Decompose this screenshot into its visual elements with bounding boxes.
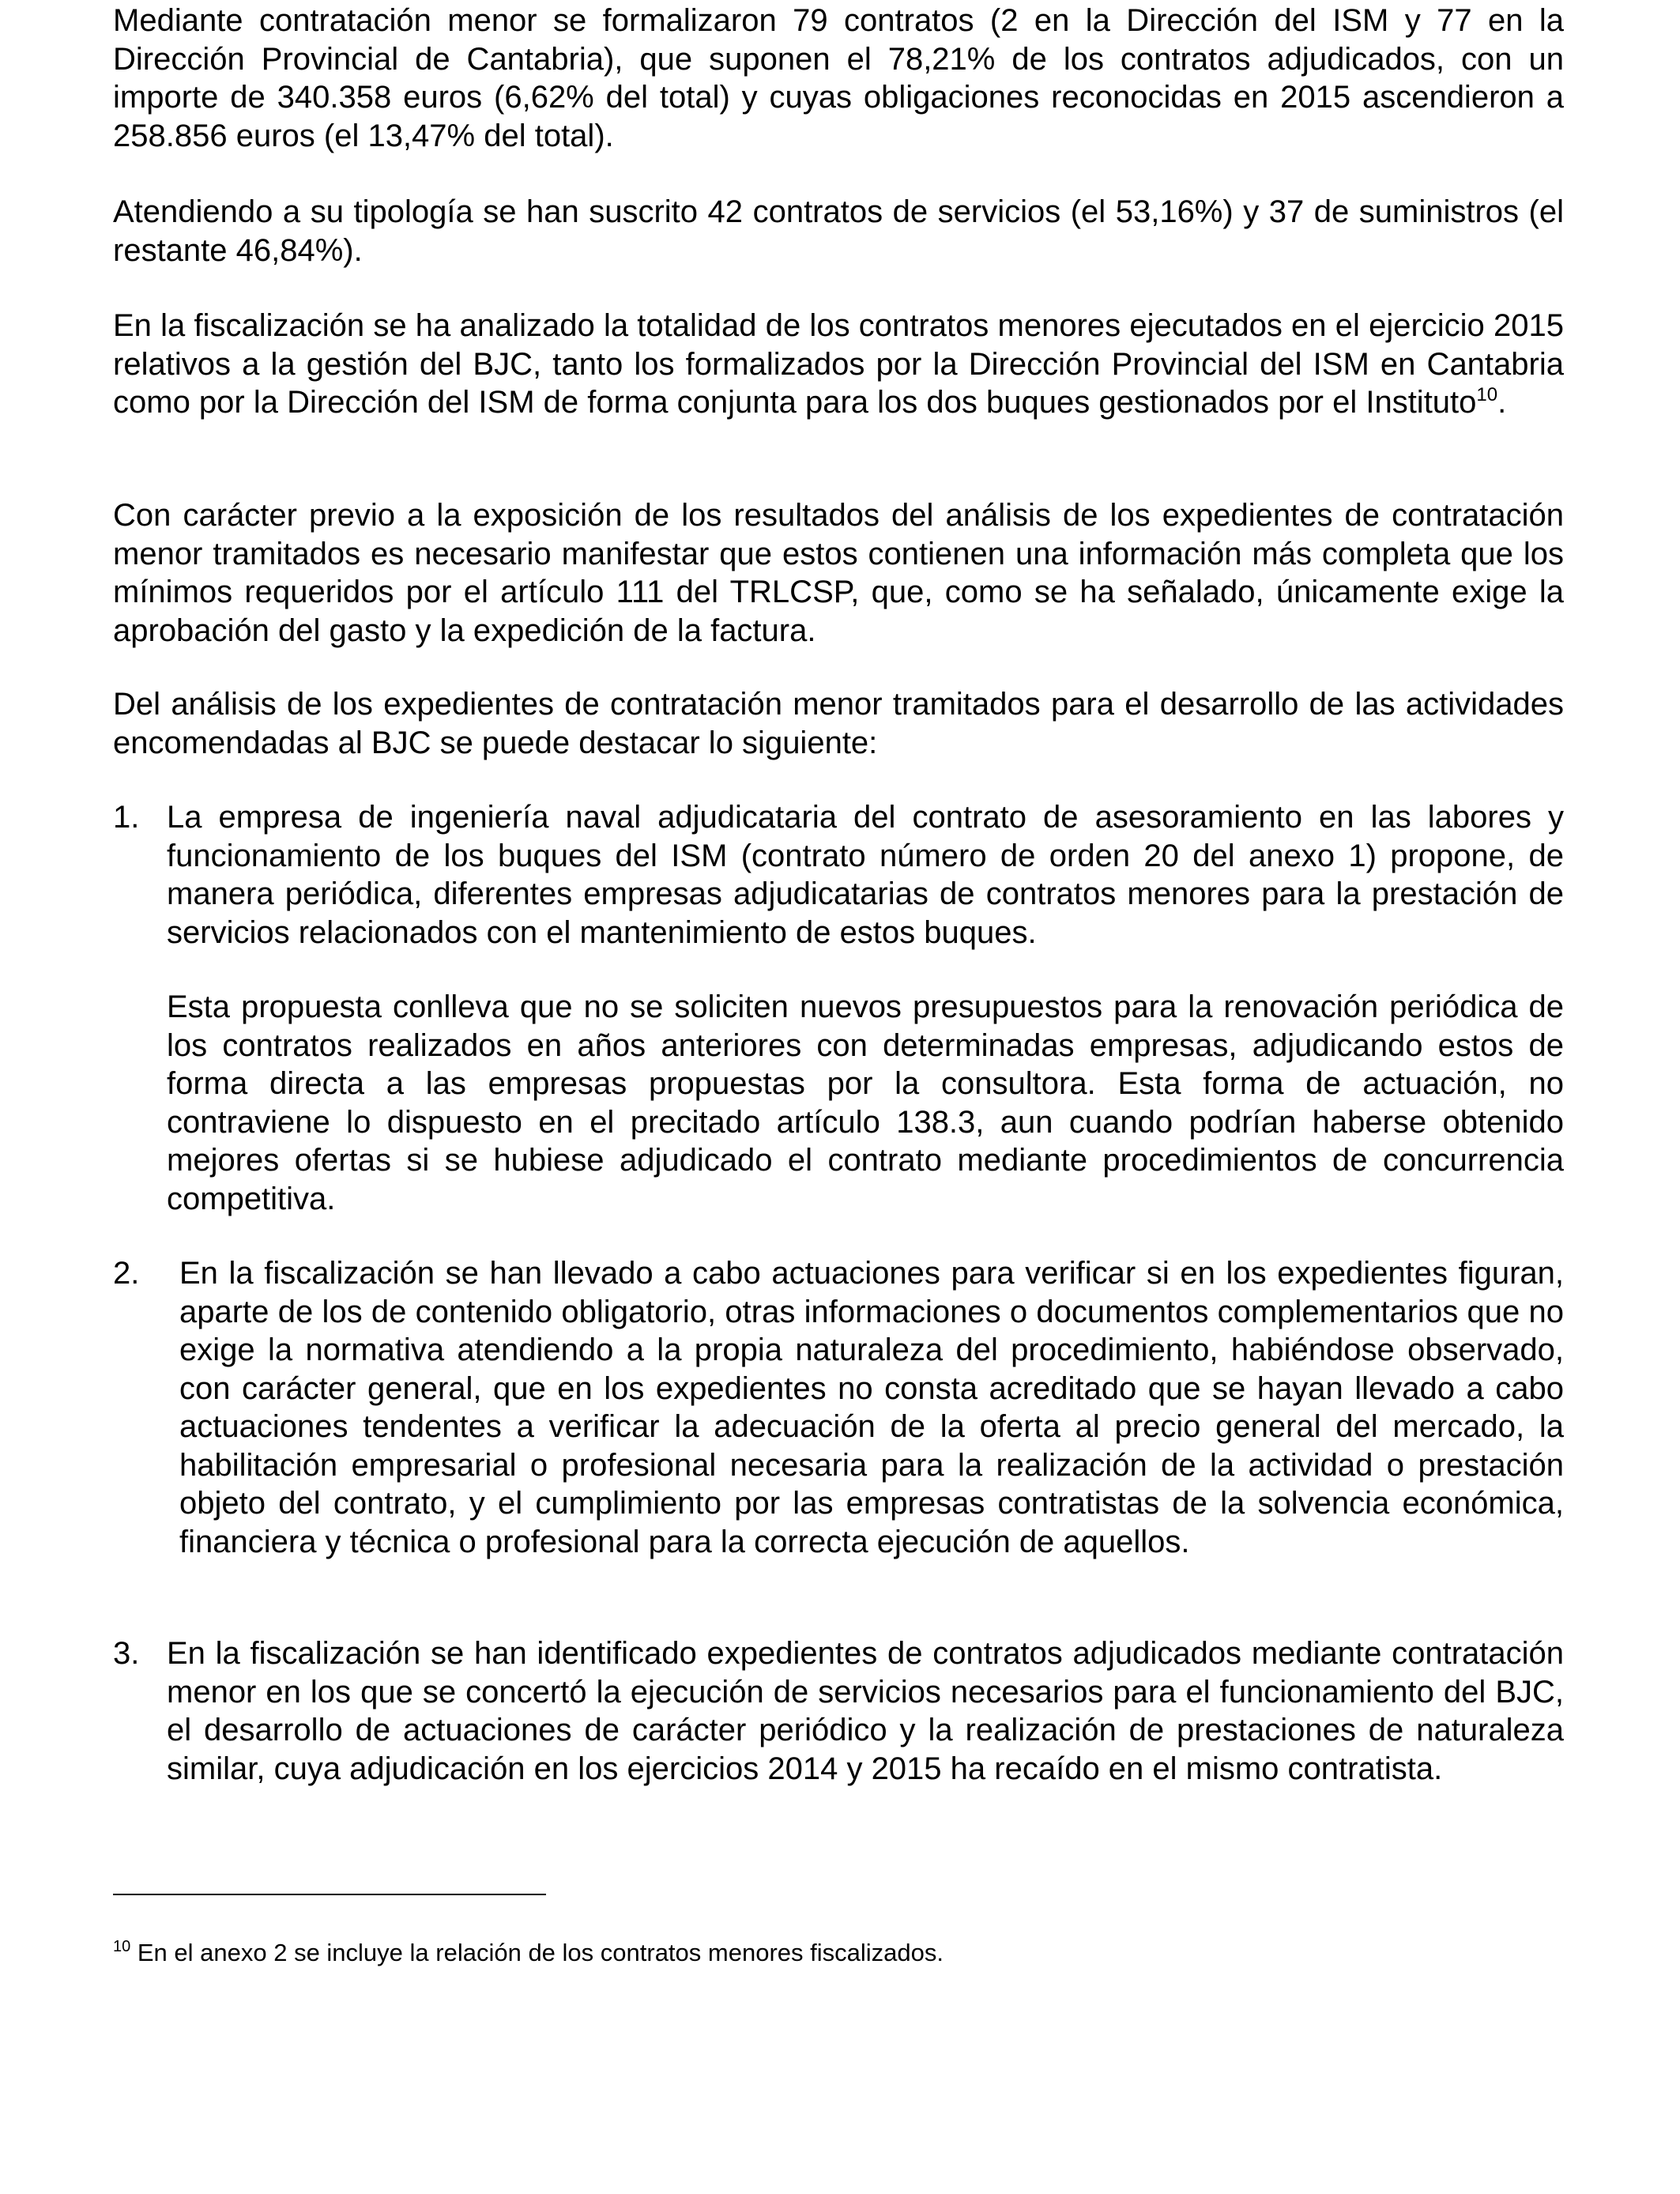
list-item-2	[113, 1254, 1564, 1561]
list-item-text: Esta propuesta conlleva que no se soliciten nuevos presupuestos para la renovación periódica de los contratos realizados en años anteriores con determinadas empresas, adjudicando estos de forma directa a las empresas propuestas por la consultora. Esta forma de actuación, no contraviene lo dispuesto en el precitado artículo 138.3, aun cuando podrían haberse obtenido mejores ofertas si se hubiese adjudicado el contrato mediante procedimientos de concurrencia competitiva.	[167, 990, 1564, 1216]
paragraph-caracter-previo: Con carácter previo a la exposición de los resultados del análisis de los expedientes de contratación menor tramitados es necesario manifestar que estos contienen una información más completa que los mínimos requeridos por el artículo 111 del TRLCSP, que, como se ha señalado, únicamente exige la aprobación del gasto y la expedición de la factura.	[113, 498, 1564, 648]
paragraph-end: .	[1497, 385, 1507, 420]
footnote	[113, 1938, 944, 1968]
list-number: 2.	[113, 1256, 140, 1291]
list-item-1	[113, 798, 1564, 952]
list-item-text: La empresa de ingeniería naval adjudicataria del contrato de asesoramiento en las labores y funcionamiento de los buques del ISM (contrato número de orden 20 del anexo 1) propone, de manera periódica, diferentes empresas adjudicatarias de contratos menores para la prestación de servicios relacionados con el mantenimiento de estos buques.	[167, 800, 1564, 950]
footnote-number: 10	[113, 1938, 131, 1955]
list-number: 1.	[113, 800, 140, 835]
list-item-1-continuation	[113, 988, 1564, 1218]
list-number: 3.	[113, 1636, 140, 1671]
list-item-text: En la fiscalización se han identificado expedientes de contratos adjudicados mediante contratación menor en los que se concertó la ejecución de servicios necesarios para el funcionamiento del BJC, el desarrollo de actuaciones de carácter periódico y la realización de prestaciones de naturaleza similar, cuya adjudicación en los ejercicios 2014 y 2015 ha recaído en el mismo contratista.	[167, 1636, 1564, 1786]
list-item-3	[113, 1634, 1564, 1788]
paragraph-tipologia: Atendiendo a su tipología se han suscrito 42 contratos de servicios (el 53,16%) y 37 de suministros (el restante 46,84%).	[113, 194, 1564, 268]
list-item-text: En la fiscalización se han llevado a cabo actuaciones para verificar si en los expedientes figuran, aparte de los de contenido obligatorio, otras informaciones o documentos complementarios que no exige la normativa atendiendo a la propia naturaleza del procedimiento, habiéndose observado, con carácter general, que en los expedientes no consta acreditado que se hayan llevado a cabo actuaciones tendentes a verificar la adecuación de la oferta al precio general del mercado, la habilitación empresarial o profesional necesaria para la realización de la actividad o prestación objeto del contrato, y el cumplimiento por las empresas contratistas de la solvencia económica, financiera y técnica o profesional para la correcta ejecución de aquellos.	[179, 1256, 1564, 1559]
footnote-text: En el anexo 2 se incluye la relación de los contratos menores fiscalizados.	[130, 1939, 944, 1966]
footnote-reference: 10	[1476, 384, 1498, 405]
paragraph-fiscalizacion-analisis	[113, 307, 1564, 422]
footnote-separator	[113, 1894, 546, 1895]
paragraph-text: En la fiscalización se ha analizado la totalidad de los contratos menores ejecutados en el ejercicio 2015 relativos a la gestión del BJC, tanto los formalizados por la Dirección Provincial del ISM en Cantabria como por la Dirección del ISM de forma conjunta para los dos buques gestionados por el Instituto	[113, 308, 1564, 420]
paragraph-del-analisis: Del análisis de los expedientes de contratación menor tramitados para el desarrollo de las actividades encomendadas al BJC se puede destacar lo siguiente:	[113, 687, 1564, 760]
paragraph-contratacion-menor: Mediante contratación menor se formalizaron 79 contratos (2 en la Dirección del ISM y 77 en la Dirección Provincial de Cantabria), que suponen el 78,21% de los contratos adjudicados, con un importe de 340.358 euros (6,62% del total) y cuyas obligaciones reconocidas en 2015 ascendieron a 258.856 euros (el 13,47% del total).	[113, 3, 1564, 153]
